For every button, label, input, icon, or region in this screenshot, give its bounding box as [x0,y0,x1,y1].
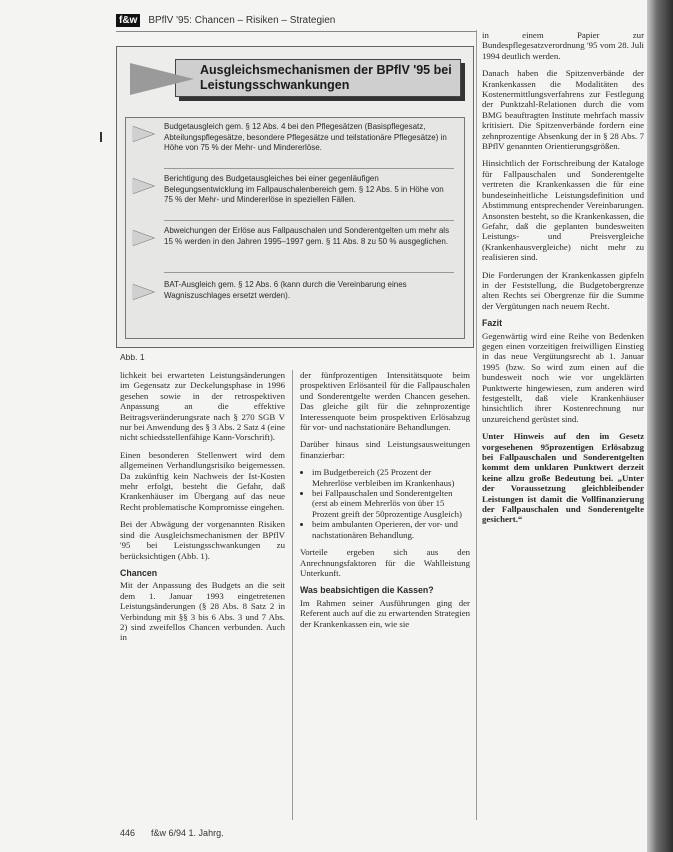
page-footer [120,828,224,838]
arrow-icon [132,284,154,300]
column-rule [476,30,477,820]
paragraph: Hinsichtlich der Fortschreibung der Kataloge für Fallpauschalen und Sonderentgelte vertreten die Krankenkassen die für eine bundeseinheitliche Leistungsdefinition und Abstimmung entsprechender Vereinbarungen. Ansonsten besteht, so die Krankenkassen, die Gefahr, daß die geplanten bundesweiten Leistungs- und Preisvergleiche (Krankenhausvergleiche) nicht mehr zu realisieren sind. [482,158,644,263]
paragraph: Die Forderungen der Krankenkassen gipfeln in der Feststellung, die Budgetobergrenze alten Rechts sei Obergrenze für die Summe der Vergütungen nach neuem Recht. [482,269,644,311]
figure-box [116,46,474,348]
paragraph: Bei der Abwägung der vorgenannten Risiken sind die Ausgleichsmechanismen der BPflV '95 bei Leistungsschwankungen zu berücksichtigen (Abb. 1). [120,519,285,561]
paragraph: Gegenwärtig wird eine Reihe von Bedenken gegen einen vorzeitigen freiwilligen Einstieg in das neue Vergütungsrecht ab 1. Januar 1995 (bzw. So wird zum einen auf die bundesweit noch wie vor ungeklärten Punktwerte hingewiesen, zum anderen wird festgestellt, daß viele Krankenhäuser hinsichtlich ihrer Kostenrechnung nur unzureichend gerüstet sind. [482,330,644,424]
section-heading: Fazit [482,318,503,329]
bullet-list [300,467,470,540]
scan-edge-shadow [647,0,673,852]
running-title: BPflV '95: Chancen – Risiken – Strategien [148,14,336,26]
paragraph: Darüber hinaus sind Leistungsausweitungen finanzierbar: [300,439,470,460]
figure-title: Ausgleichsmechanismen der BPflV '95 bei Leistungsschwankungen [200,63,452,92]
figure-divider [164,272,454,273]
paragraph: Mit der Anpassung des Budgets an die seit dem 1. Januar 1993 eingetretenen Leistungsänderungen (§ 28 Abs. 8 Satz 2 in Verbindung mit §§ 3 bis 6 Abs. 3 und 7 Abs. 2) sind zweifellos Chancen verbunden. Auch in [120,580,285,643]
page-number: 446 [120,828,136,838]
paragraph: Einen besonderen Stellenwert wird dem allgemeinen Verhandlungsrisiko beigemessen. Da zukünftig kein Nachweis der Ist-Kosten mehr erfolgt, besteht die Gefahr, daß Krankenhäuser im Übergang auf das neue Recht problematische Kompromisse eingehen. [120,449,285,512]
figure-item: Berichtigung des Budgetausgleiches bei einer gegenläufigen Belegungsentwicklung im Fallpauschalenbereich gem. § 12 Abs. 5 in Höhe von 75 % der Mehr- und Mindererlöse in speziellen Fällen. [164,174,444,204]
figure-divider [164,220,454,221]
header-rule [116,31,476,32]
arrow-icon [132,230,154,246]
figure-caption: Abb. 1 [120,352,145,362]
text-column-2 [300,370,470,636]
section-heading: Was beabsichtigen die Kassen? [300,585,434,596]
list-item: • bei Fallpauschalen und Sonderentgelten (erst ab einem Mehrerlös von über 15 Prozent greift der 50prozentige Ausgleich) [312,488,470,519]
list-item: • beim ambulanten Operieren, der vor- und nachstationären Behandlung. [312,519,470,540]
paragraph: der fünfprozentigen Intensitätsquote beim prospektiven Erlösanteil für die Fallpauschalen und Sonderentgelte werden Chancen gesehen. Das gleiche gilt für die zehnprozentige Interessenquote beim prospektiven Erlösabzug für vor- und nachstationäre Behandlungen. [300,370,470,433]
section-heading: Chancen [120,567,158,578]
banner-arrow-icon [130,63,194,95]
publisher-logo: f&w [116,14,140,27]
paragraph: in einem Papier zur Bundespflegesatzverordnung '95 vom 28. Juli 1994 deutlich werden. [482,30,644,61]
text-column-1 [120,370,285,650]
margin-mark [100,132,102,142]
figure-item: Budgetausgleich gem. § 12 Abs. 4 bei den Pflegesätzen (Basispflegesatz, Abteilungspflegesätze, besondere Pflegesätze und teilstationäre Pflegesätze) in Höhe von 75 % der Mehr- und Mindererlöse. [164,122,447,152]
paragraph: Im Rahmen seiner Ausführungen ging der Referent auch auf die zu erwartenden Strategien der Krankenkassen ein, wie sie [300,597,470,629]
figure-divider [164,168,454,169]
arrow-icon [132,126,154,142]
paragraph: Danach haben die Spitzenverbände der Krankenkassen die Modalitäten des Kostenermittlungsverfahrens zur Festlegung der Punktzahl-Relationen durch die vom BMG beauftragten Institute mehrfach massiv kritisiert. Die Spitzenverbände fordern eine zehnprozentige Absenkung der in § 28 Abs. 7 BPflV genannten Orientierungsgrößen. [482,68,644,152]
column-rule [292,370,293,820]
running-header [116,10,456,30]
paragraph: Unter Hinweis auf den im Gesetz vorgesehenen 95prozentigen Erlösabzug bei Fallpauschalen und Sonderentgelten kommt dem unklaren Punktwert derzeit keine allzu große Bedeutung bei. „Unter der Voraussetzung gleichbleibender Leistungen ist damit die Vollfinanzierung der Fallpauschalen und Sonderentgelte gesichert.“ [482,431,644,525]
figure-title-banner [175,59,461,97]
figure-list-panel [125,117,465,339]
journal-name: f&w 6/94 1. Jahrg. [151,828,224,838]
paragraph: Vorteile ergeben sich aus den Anrechnungsfaktoren für die Wahlleistung Unterkunft. [300,547,470,578]
figure-item: Abweichungen der Erlöse aus Fallpauschalen und Sonderentgelten um mehr als 15 % werden in den Jahren 1995–1997 gem. § 11 Abs. 8 zu 50 % ausgeglichen. [164,226,450,246]
arrow-icon [132,178,154,194]
list-item: • im Budgetbereich (25 Prozent der Mehrerlöse verbleiben im Krankenhaus) [312,467,470,488]
figure-item: BAT-Ausgleich gem. § 12 Abs. 6 (kann durch die Vereinbarung eines Wagniszuschlages ersetzt werden). [164,280,407,300]
paragraph: lichkeit bei erwarteten Leistungsänderungen im Gegensatz zur Deckelungsphase in 1996 gesehen sowie in der retrospektiven Anpassung an die effektive Beitragsveränderungsrate nach § 270 SGB V nur bei Anwendung des § 3 Abs. 2 Satz 4 (eine nicht schiedsstellenfähige Kann-Vorschrift). [120,370,285,443]
text-column-3 [482,30,644,532]
